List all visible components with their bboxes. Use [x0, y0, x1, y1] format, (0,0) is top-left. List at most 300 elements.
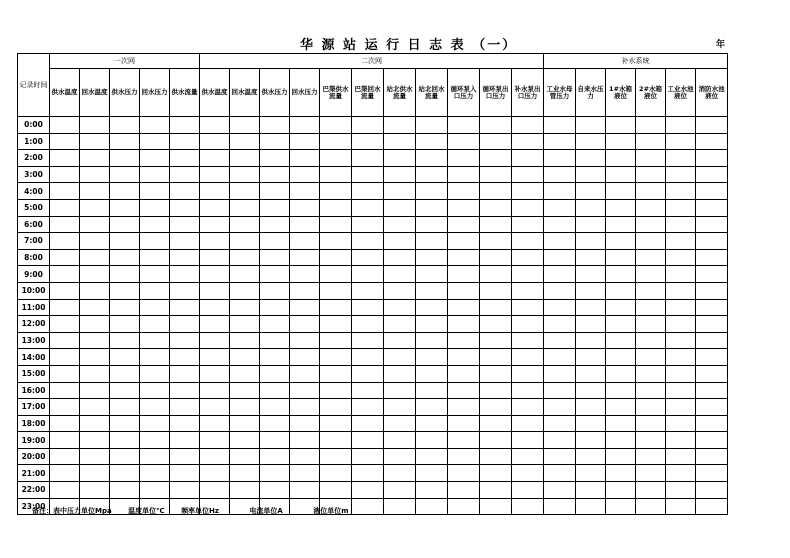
entry-cell[interactable]	[140, 233, 170, 250]
entry-cell[interactable]	[480, 482, 512, 499]
entry-cell[interactable]	[320, 448, 352, 465]
entry-cell[interactable]	[448, 482, 480, 499]
entry-cell[interactable]	[110, 150, 140, 167]
entry-cell[interactable]	[696, 183, 728, 200]
entry-cell[interactable]	[636, 498, 666, 515]
entry-cell[interactable]	[352, 465, 384, 482]
entry-cell[interactable]	[512, 199, 544, 216]
entry-cell[interactable]	[352, 117, 384, 134]
entry-cell[interactable]	[260, 415, 290, 432]
entry-cell[interactable]	[666, 166, 696, 183]
entry-cell[interactable]	[170, 332, 200, 349]
entry-cell[interactable]	[110, 399, 140, 416]
entry-cell[interactable]	[480, 332, 512, 349]
entry-cell[interactable]	[544, 199, 576, 216]
entry-cell[interactable]	[544, 133, 576, 150]
entry-cell[interactable]	[416, 216, 448, 233]
entry-cell[interactable]	[544, 498, 576, 515]
entry-cell[interactable]	[50, 349, 80, 366]
entry-cell[interactable]	[110, 482, 140, 499]
entry-cell[interactable]	[636, 432, 666, 449]
entry-cell[interactable]	[352, 150, 384, 167]
entry-cell[interactable]	[416, 249, 448, 266]
entry-cell[interactable]	[110, 216, 140, 233]
entry-cell[interactable]	[320, 150, 352, 167]
entry-cell[interactable]	[110, 266, 140, 283]
entry-cell[interactable]	[636, 415, 666, 432]
entry-cell[interactable]	[606, 349, 636, 366]
entry-cell[interactable]	[200, 133, 230, 150]
entry-cell[interactable]	[696, 282, 728, 299]
entry-cell[interactable]	[290, 266, 320, 283]
entry-cell[interactable]	[448, 183, 480, 200]
entry-cell[interactable]	[576, 365, 606, 382]
entry-cell[interactable]	[576, 316, 606, 333]
entry-cell[interactable]	[636, 117, 666, 134]
entry-cell[interactable]	[384, 482, 416, 499]
entry-cell[interactable]	[544, 216, 576, 233]
entry-cell[interactable]	[320, 166, 352, 183]
entry-cell[interactable]	[480, 365, 512, 382]
entry-cell[interactable]	[544, 332, 576, 349]
entry-cell[interactable]	[260, 399, 290, 416]
entry-cell[interactable]	[636, 266, 666, 283]
entry-cell[interactable]	[80, 349, 110, 366]
entry-cell[interactable]	[50, 465, 80, 482]
entry-cell[interactable]	[448, 299, 480, 316]
entry-cell[interactable]	[230, 332, 260, 349]
entry-cell[interactable]	[696, 448, 728, 465]
entry-cell[interactable]	[606, 117, 636, 134]
entry-cell[interactable]	[170, 166, 200, 183]
entry-cell[interactable]	[416, 299, 448, 316]
entry-cell[interactable]	[544, 233, 576, 250]
entry-cell[interactable]	[696, 415, 728, 432]
entry-cell[interactable]	[448, 498, 480, 515]
entry-cell[interactable]	[512, 233, 544, 250]
entry-cell[interactable]	[544, 117, 576, 134]
entry-cell[interactable]	[512, 166, 544, 183]
entry-cell[interactable]	[448, 249, 480, 266]
entry-cell[interactable]	[80, 199, 110, 216]
entry-cell[interactable]	[320, 316, 352, 333]
entry-cell[interactable]	[140, 448, 170, 465]
entry-cell[interactable]	[544, 399, 576, 416]
entry-cell[interactable]	[544, 316, 576, 333]
entry-cell[interactable]	[200, 465, 230, 482]
entry-cell[interactable]	[320, 233, 352, 250]
entry-cell[interactable]	[290, 316, 320, 333]
entry-cell[interactable]	[666, 382, 696, 399]
entry-cell[interactable]	[636, 233, 666, 250]
entry-cell[interactable]	[50, 399, 80, 416]
entry-cell[interactable]	[50, 199, 80, 216]
entry-cell[interactable]	[696, 465, 728, 482]
entry-cell[interactable]	[290, 349, 320, 366]
entry-cell[interactable]	[384, 216, 416, 233]
entry-cell[interactable]	[290, 399, 320, 416]
entry-cell[interactable]	[230, 117, 260, 134]
entry-cell[interactable]	[448, 233, 480, 250]
entry-cell[interactable]	[696, 150, 728, 167]
entry-cell[interactable]	[696, 299, 728, 316]
entry-cell[interactable]	[290, 233, 320, 250]
entry-cell[interactable]	[230, 282, 260, 299]
entry-cell[interactable]	[200, 316, 230, 333]
entry-cell[interactable]	[352, 233, 384, 250]
entry-cell[interactable]	[230, 399, 260, 416]
entry-cell[interactable]	[480, 216, 512, 233]
entry-cell[interactable]	[110, 233, 140, 250]
entry-cell[interactable]	[636, 316, 666, 333]
entry-cell[interactable]	[544, 415, 576, 432]
entry-cell[interactable]	[200, 332, 230, 349]
entry-cell[interactable]	[448, 349, 480, 366]
entry-cell[interactable]	[200, 349, 230, 366]
entry-cell[interactable]	[606, 233, 636, 250]
entry-cell[interactable]	[260, 249, 290, 266]
entry-cell[interactable]	[384, 432, 416, 449]
entry-cell[interactable]	[140, 432, 170, 449]
entry-cell[interactable]	[290, 382, 320, 399]
entry-cell[interactable]	[576, 183, 606, 200]
entry-cell[interactable]	[606, 133, 636, 150]
entry-cell[interactable]	[696, 316, 728, 333]
entry-cell[interactable]	[140, 465, 170, 482]
entry-cell[interactable]	[606, 432, 636, 449]
entry-cell[interactable]	[352, 349, 384, 366]
entry-cell[interactable]	[576, 150, 606, 167]
entry-cell[interactable]	[320, 382, 352, 399]
entry-cell[interactable]	[606, 498, 636, 515]
entry-cell[interactable]	[480, 299, 512, 316]
entry-cell[interactable]	[50, 216, 80, 233]
entry-cell[interactable]	[140, 199, 170, 216]
entry-cell[interactable]	[544, 282, 576, 299]
entry-cell[interactable]	[384, 465, 416, 482]
entry-cell[interactable]	[320, 299, 352, 316]
entry-cell[interactable]	[170, 233, 200, 250]
entry-cell[interactable]	[80, 415, 110, 432]
entry-cell[interactable]	[110, 166, 140, 183]
entry-cell[interactable]	[544, 382, 576, 399]
entry-cell[interactable]	[448, 266, 480, 283]
entry-cell[interactable]	[480, 133, 512, 150]
entry-cell[interactable]	[140, 482, 170, 499]
entry-cell[interactable]	[80, 166, 110, 183]
entry-cell[interactable]	[448, 448, 480, 465]
entry-cell[interactable]	[110, 133, 140, 150]
entry-cell[interactable]	[512, 365, 544, 382]
entry-cell[interactable]	[50, 415, 80, 432]
entry-cell[interactable]	[200, 415, 230, 432]
entry-cell[interactable]	[352, 282, 384, 299]
entry-cell[interactable]	[230, 199, 260, 216]
entry-cell[interactable]	[576, 415, 606, 432]
entry-cell[interactable]	[606, 382, 636, 399]
entry-cell[interactable]	[50, 282, 80, 299]
entry-cell[interactable]	[696, 233, 728, 250]
entry-cell[interactable]	[384, 316, 416, 333]
entry-cell[interactable]	[448, 332, 480, 349]
entry-cell[interactable]	[50, 133, 80, 150]
entry-cell[interactable]	[416, 233, 448, 250]
entry-cell[interactable]	[140, 183, 170, 200]
entry-cell[interactable]	[636, 465, 666, 482]
entry-cell[interactable]	[448, 365, 480, 382]
entry-cell[interactable]	[290, 365, 320, 382]
entry-cell[interactable]	[110, 382, 140, 399]
entry-cell[interactable]	[512, 183, 544, 200]
entry-cell[interactable]	[636, 199, 666, 216]
entry-cell[interactable]	[80, 299, 110, 316]
entry-cell[interactable]	[140, 282, 170, 299]
entry-cell[interactable]	[170, 299, 200, 316]
entry-cell[interactable]	[384, 150, 416, 167]
entry-cell[interactable]	[606, 365, 636, 382]
entry-cell[interactable]	[320, 465, 352, 482]
entry-cell[interactable]	[666, 233, 696, 250]
entry-cell[interactable]	[416, 133, 448, 150]
entry-cell[interactable]	[260, 332, 290, 349]
entry-cell[interactable]	[576, 349, 606, 366]
entry-cell[interactable]	[666, 349, 696, 366]
entry-cell[interactable]	[170, 133, 200, 150]
entry-cell[interactable]	[576, 399, 606, 416]
entry-cell[interactable]	[480, 166, 512, 183]
entry-cell[interactable]	[352, 382, 384, 399]
entry-cell[interactable]	[480, 117, 512, 134]
entry-cell[interactable]	[230, 233, 260, 250]
entry-cell[interactable]	[512, 382, 544, 399]
entry-cell[interactable]	[606, 448, 636, 465]
entry-cell[interactable]	[230, 415, 260, 432]
entry-cell[interactable]	[606, 249, 636, 266]
entry-cell[interactable]	[576, 282, 606, 299]
entry-cell[interactable]	[140, 133, 170, 150]
entry-cell[interactable]	[140, 415, 170, 432]
entry-cell[interactable]	[666, 465, 696, 482]
entry-cell[interactable]	[50, 150, 80, 167]
entry-cell[interactable]	[260, 266, 290, 283]
entry-cell[interactable]	[544, 249, 576, 266]
entry-cell[interactable]	[320, 117, 352, 134]
entry-cell[interactable]	[50, 183, 80, 200]
entry-cell[interactable]	[512, 249, 544, 266]
entry-cell[interactable]	[260, 150, 290, 167]
entry-cell[interactable]	[110, 332, 140, 349]
entry-cell[interactable]	[352, 249, 384, 266]
entry-cell[interactable]	[416, 199, 448, 216]
entry-cell[interactable]	[384, 166, 416, 183]
entry-cell[interactable]	[576, 233, 606, 250]
entry-cell[interactable]	[666, 266, 696, 283]
entry-cell[interactable]	[80, 332, 110, 349]
entry-cell[interactable]	[260, 282, 290, 299]
entry-cell[interactable]	[80, 133, 110, 150]
entry-cell[interactable]	[170, 365, 200, 382]
entry-cell[interactable]	[50, 332, 80, 349]
entry-cell[interactable]	[576, 448, 606, 465]
entry-cell[interactable]	[290, 133, 320, 150]
entry-cell[interactable]	[290, 249, 320, 266]
entry-cell[interactable]	[606, 299, 636, 316]
entry-cell[interactable]	[480, 465, 512, 482]
entry-cell[interactable]	[666, 133, 696, 150]
entry-cell[interactable]	[290, 282, 320, 299]
entry-cell[interactable]	[636, 216, 666, 233]
entry-cell[interactable]	[512, 349, 544, 366]
entry-cell[interactable]	[606, 482, 636, 499]
entry-cell[interactable]	[576, 432, 606, 449]
entry-cell[interactable]	[140, 299, 170, 316]
entry-cell[interactable]	[260, 183, 290, 200]
entry-cell[interactable]	[170, 150, 200, 167]
entry-cell[interactable]	[448, 150, 480, 167]
entry-cell[interactable]	[200, 216, 230, 233]
entry-cell[interactable]	[636, 150, 666, 167]
entry-cell[interactable]	[80, 482, 110, 499]
entry-cell[interactable]	[320, 365, 352, 382]
entry-cell[interactable]	[384, 498, 416, 515]
entry-cell[interactable]	[290, 150, 320, 167]
entry-cell[interactable]	[384, 382, 416, 399]
entry-cell[interactable]	[290, 299, 320, 316]
entry-cell[interactable]	[260, 233, 290, 250]
entry-cell[interactable]	[110, 117, 140, 134]
entry-cell[interactable]	[352, 448, 384, 465]
entry-cell[interactable]	[606, 316, 636, 333]
entry-cell[interactable]	[448, 166, 480, 183]
entry-cell[interactable]	[170, 183, 200, 200]
entry-cell[interactable]	[636, 448, 666, 465]
entry-cell[interactable]	[666, 249, 696, 266]
entry-cell[interactable]	[448, 199, 480, 216]
entry-cell[interactable]	[230, 249, 260, 266]
entry-cell[interactable]	[512, 465, 544, 482]
entry-cell[interactable]	[512, 448, 544, 465]
entry-cell[interactable]	[576, 216, 606, 233]
entry-cell[interactable]	[544, 166, 576, 183]
entry-cell[interactable]	[230, 465, 260, 482]
entry-cell[interactable]	[352, 316, 384, 333]
entry-cell[interactable]	[416, 316, 448, 333]
entry-cell[interactable]	[80, 316, 110, 333]
entry-cell[interactable]	[512, 117, 544, 134]
entry-cell[interactable]	[110, 249, 140, 266]
entry-cell[interactable]	[200, 117, 230, 134]
entry-cell[interactable]	[606, 266, 636, 283]
entry-cell[interactable]	[384, 332, 416, 349]
entry-cell[interactable]	[416, 166, 448, 183]
entry-cell[interactable]	[320, 399, 352, 416]
entry-cell[interactable]	[606, 183, 636, 200]
entry-cell[interactable]	[416, 448, 448, 465]
entry-cell[interactable]	[110, 316, 140, 333]
entry-cell[interactable]	[260, 448, 290, 465]
entry-cell[interactable]	[290, 199, 320, 216]
entry-cell[interactable]	[352, 432, 384, 449]
entry-cell[interactable]	[666, 316, 696, 333]
entry-cell[interactable]	[544, 432, 576, 449]
entry-cell[interactable]	[170, 399, 200, 416]
entry-cell[interactable]	[80, 399, 110, 416]
entry-cell[interactable]	[606, 150, 636, 167]
entry-cell[interactable]	[384, 349, 416, 366]
entry-cell[interactable]	[110, 415, 140, 432]
entry-cell[interactable]	[110, 282, 140, 299]
entry-cell[interactable]	[110, 448, 140, 465]
entry-cell[interactable]	[384, 183, 416, 200]
entry-cell[interactable]	[696, 332, 728, 349]
entry-cell[interactable]	[576, 117, 606, 134]
entry-cell[interactable]	[110, 365, 140, 382]
entry-cell[interactable]	[140, 266, 170, 283]
entry-cell[interactable]	[352, 183, 384, 200]
entry-cell[interactable]	[80, 266, 110, 283]
entry-cell[interactable]	[480, 448, 512, 465]
entry-cell[interactable]	[50, 233, 80, 250]
entry-cell[interactable]	[290, 117, 320, 134]
entry-cell[interactable]	[512, 498, 544, 515]
entry-cell[interactable]	[80, 365, 110, 382]
entry-cell[interactable]	[80, 233, 110, 250]
entry-cell[interactable]	[352, 332, 384, 349]
entry-cell[interactable]	[576, 482, 606, 499]
entry-cell[interactable]	[320, 282, 352, 299]
entry-cell[interactable]	[170, 216, 200, 233]
entry-cell[interactable]	[606, 332, 636, 349]
entry-cell[interactable]	[512, 150, 544, 167]
entry-cell[interactable]	[416, 332, 448, 349]
entry-cell[interactable]	[636, 482, 666, 499]
entry-cell[interactable]	[384, 365, 416, 382]
entry-cell[interactable]	[416, 183, 448, 200]
entry-cell[interactable]	[50, 316, 80, 333]
entry-cell[interactable]	[352, 399, 384, 416]
entry-cell[interactable]	[448, 117, 480, 134]
entry-cell[interactable]	[320, 199, 352, 216]
entry-cell[interactable]	[230, 432, 260, 449]
entry-cell[interactable]	[170, 249, 200, 266]
entry-cell[interactable]	[260, 316, 290, 333]
entry-cell[interactable]	[448, 415, 480, 432]
entry-cell[interactable]	[636, 282, 666, 299]
entry-cell[interactable]	[666, 432, 696, 449]
entry-cell[interactable]	[416, 465, 448, 482]
entry-cell[interactable]	[80, 150, 110, 167]
entry-cell[interactable]	[666, 332, 696, 349]
entry-cell[interactable]	[140, 166, 170, 183]
entry-cell[interactable]	[544, 482, 576, 499]
entry-cell[interactable]	[416, 415, 448, 432]
entry-cell[interactable]	[416, 399, 448, 416]
entry-cell[interactable]	[110, 432, 140, 449]
entry-cell[interactable]	[480, 266, 512, 283]
entry-cell[interactable]	[666, 399, 696, 416]
entry-cell[interactable]	[606, 199, 636, 216]
entry-cell[interactable]	[352, 216, 384, 233]
entry-cell[interactable]	[200, 199, 230, 216]
entry-cell[interactable]	[320, 432, 352, 449]
entry-cell[interactable]	[230, 133, 260, 150]
entry-cell[interactable]	[448, 382, 480, 399]
entry-cell[interactable]	[200, 233, 230, 250]
entry-cell[interactable]	[636, 382, 666, 399]
entry-cell[interactable]	[260, 166, 290, 183]
entry-cell[interactable]	[200, 448, 230, 465]
entry-cell[interactable]	[480, 498, 512, 515]
